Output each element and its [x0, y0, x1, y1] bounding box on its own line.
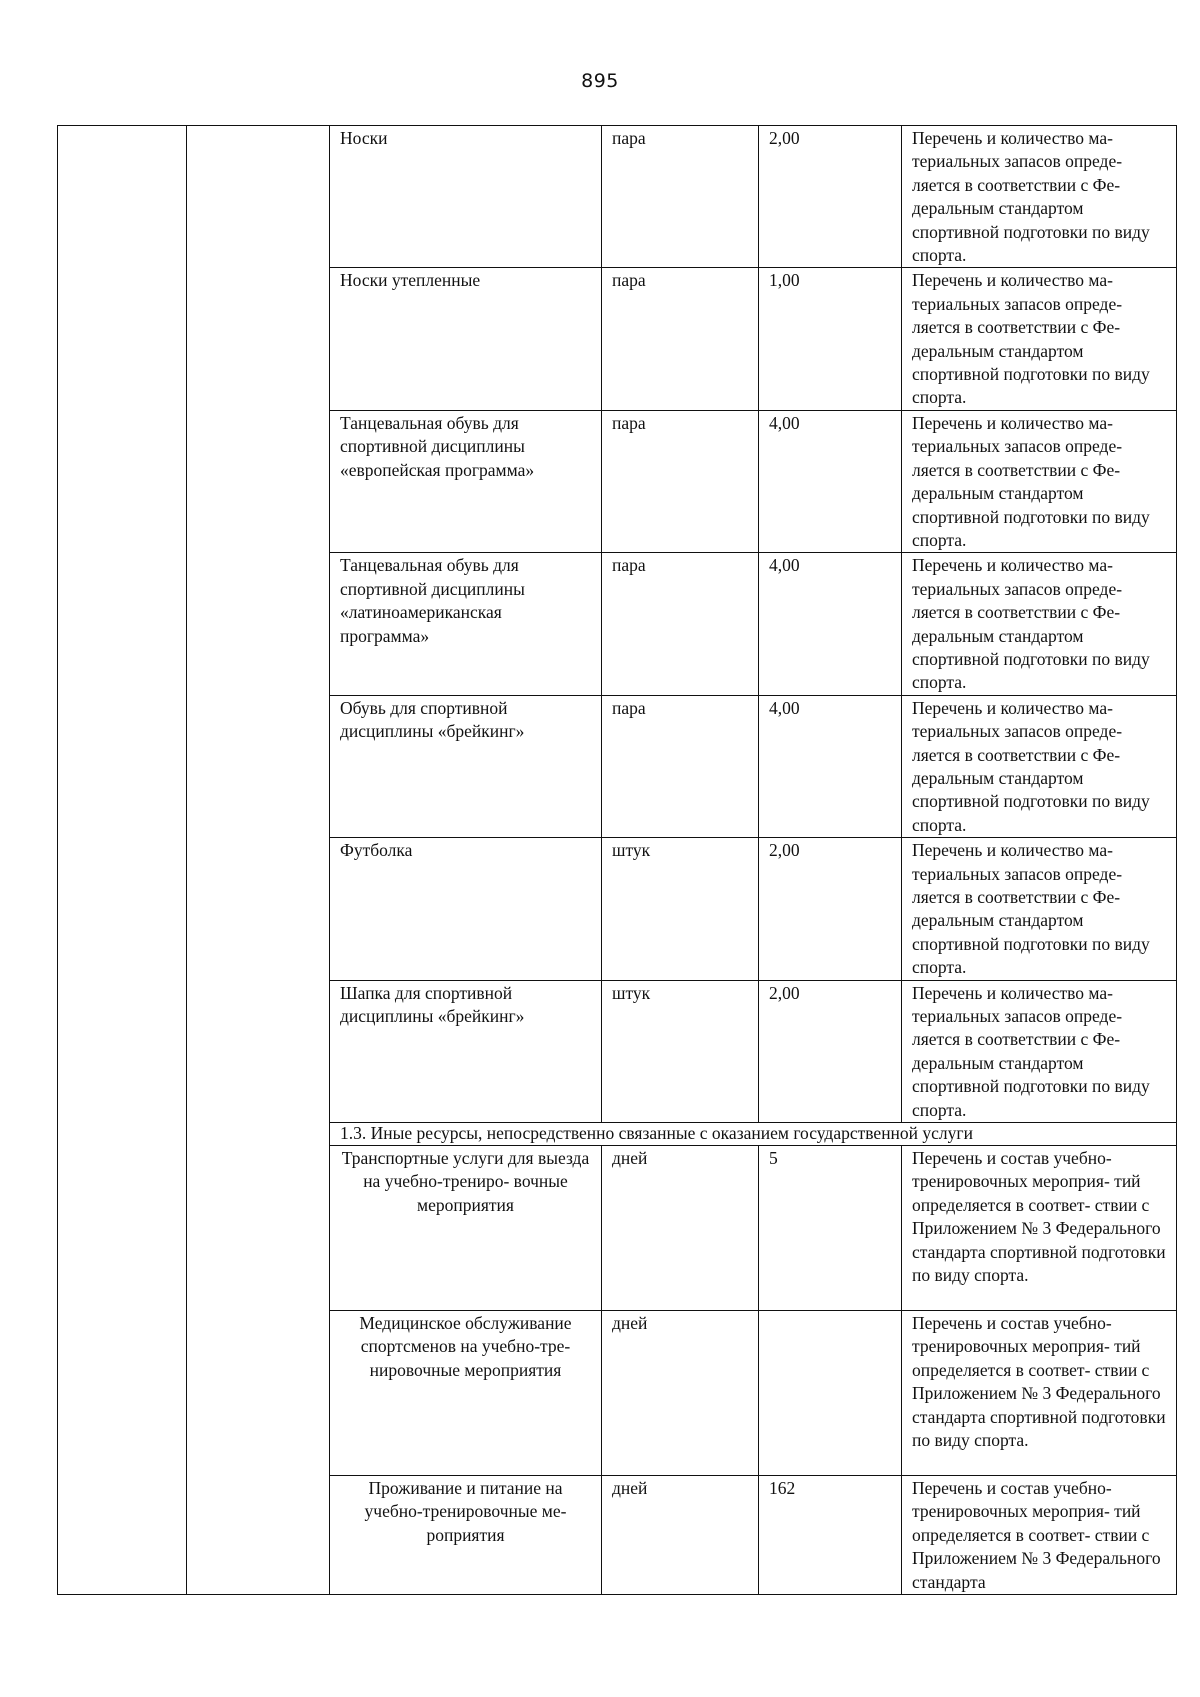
- item-unit: пара: [602, 410, 759, 552]
- section-heading: 1.3. Иные ресурсы, непосредственно связанные с оказанием государственной услуги: [330, 1123, 1177, 1146]
- item-quantity: 2,00: [759, 838, 902, 980]
- service-name: Медицинское обслуживание спортсменов на учебно-тре- нировочные мероприятия: [330, 1311, 602, 1476]
- item-note: Перечень и количество ма- териальных запасов опреде- ляется в соответствии с Фе- деральным стандартом спортивной подготовки по виду спорта.: [902, 410, 1177, 552]
- service-quantity: 162: [759, 1476, 902, 1595]
- service-name: Транспортные услуги для выезда на учебно-трениро- вочные мероприятия: [330, 1146, 602, 1311]
- item-name: Танцевальная обувь для спортивной дисциплины «латиноамериканская программа»: [330, 553, 602, 695]
- item-name: Носки утепленные: [330, 268, 602, 410]
- item-quantity: 4,00: [759, 695, 902, 837]
- item-note: Перечень и количество ма- териальных запасов опреде- ляется в соответствии с Фе- деральным стандартом спортивной подготовки по виду спорта.: [902, 553, 1177, 695]
- item-quantity: 2,00: [759, 980, 902, 1122]
- empty-cell-col2: [187, 126, 330, 1595]
- item-unit: штук: [602, 980, 759, 1122]
- item-unit: пара: [602, 126, 759, 268]
- table-row: [58, 126, 1177, 268]
- item-note: Перечень и количество ма- териальных запасов опреде- ляется в соответствии с Фе- деральным стандартом спортивной подготовки по виду спорта.: [902, 268, 1177, 410]
- item-unit: пара: [602, 553, 759, 695]
- service-quantity: 5: [759, 1146, 902, 1311]
- service-note: Перечень и состав учебно- тренировочных мероприя- тий определяется в соответ- ствии с Приложением № 3 Федерального стандарта спортивной подготовки по виду спорта.: [902, 1311, 1177, 1476]
- service-unit: дней: [602, 1311, 759, 1476]
- item-quantity: 1,00: [759, 268, 902, 410]
- service-unit: дней: [602, 1476, 759, 1595]
- service-unit: дней: [602, 1146, 759, 1311]
- service-note: Перечень и состав учебно- тренировочных мероприя- тий определяется в соответ- ствии с Приложением № 3 Федерального стандарта спортивной подготовки по виду спорта.: [902, 1146, 1177, 1311]
- item-quantity: 4,00: [759, 410, 902, 552]
- item-name: Футболка: [330, 838, 602, 980]
- service-name: Проживание и питание на учебно-тренировочные ме- роприятия: [330, 1476, 602, 1595]
- item-quantity: 2,00: [759, 126, 902, 268]
- item-name: Шапка для спортивной дисциплины «брейкинг»: [330, 980, 602, 1122]
- service-quantity: [759, 1311, 902, 1476]
- item-unit: штук: [602, 838, 759, 980]
- service-note: Перечень и состав учебно- тренировочных мероприя- тий определяется в соответ- ствии с Приложением № 3 Федерального стандарта: [902, 1476, 1177, 1595]
- item-unit: пара: [602, 268, 759, 410]
- item-note: Перечень и количество ма- териальных запасов опреде- ляется в соответствии с Фе- деральным стандартом спортивной подготовки по виду спорта.: [902, 695, 1177, 837]
- item-unit: пара: [602, 695, 759, 837]
- empty-cell-col1: [58, 126, 187, 1595]
- resources-table: [57, 125, 1177, 1595]
- item-name: Танцевальная обувь для спортивной дисциплины «европейская программа»: [330, 410, 602, 552]
- item-note: Перечень и количество ма- териальных запасов опреде- ляется в соответствии с Фе- деральным стандартом спортивной подготовки по виду спорта.: [902, 838, 1177, 980]
- item-quantity: 4,00: [759, 553, 902, 695]
- item-name: Носки: [330, 126, 602, 268]
- item-name: Обувь для спортивной дисциплины «брейкинг»: [330, 695, 602, 837]
- item-note: Перечень и количество ма- териальных запасов опреде- ляется в соответствии с Фе- деральным стандартом спортивной подготовки по виду спорта.: [902, 980, 1177, 1122]
- page-number: 895: [581, 70, 619, 92]
- item-note: Перечень и количество ма- териальных запасов опреде- ляется в соответствии с Фе- деральным стандартом спортивной подготовки по виду спорта.: [902, 126, 1177, 268]
